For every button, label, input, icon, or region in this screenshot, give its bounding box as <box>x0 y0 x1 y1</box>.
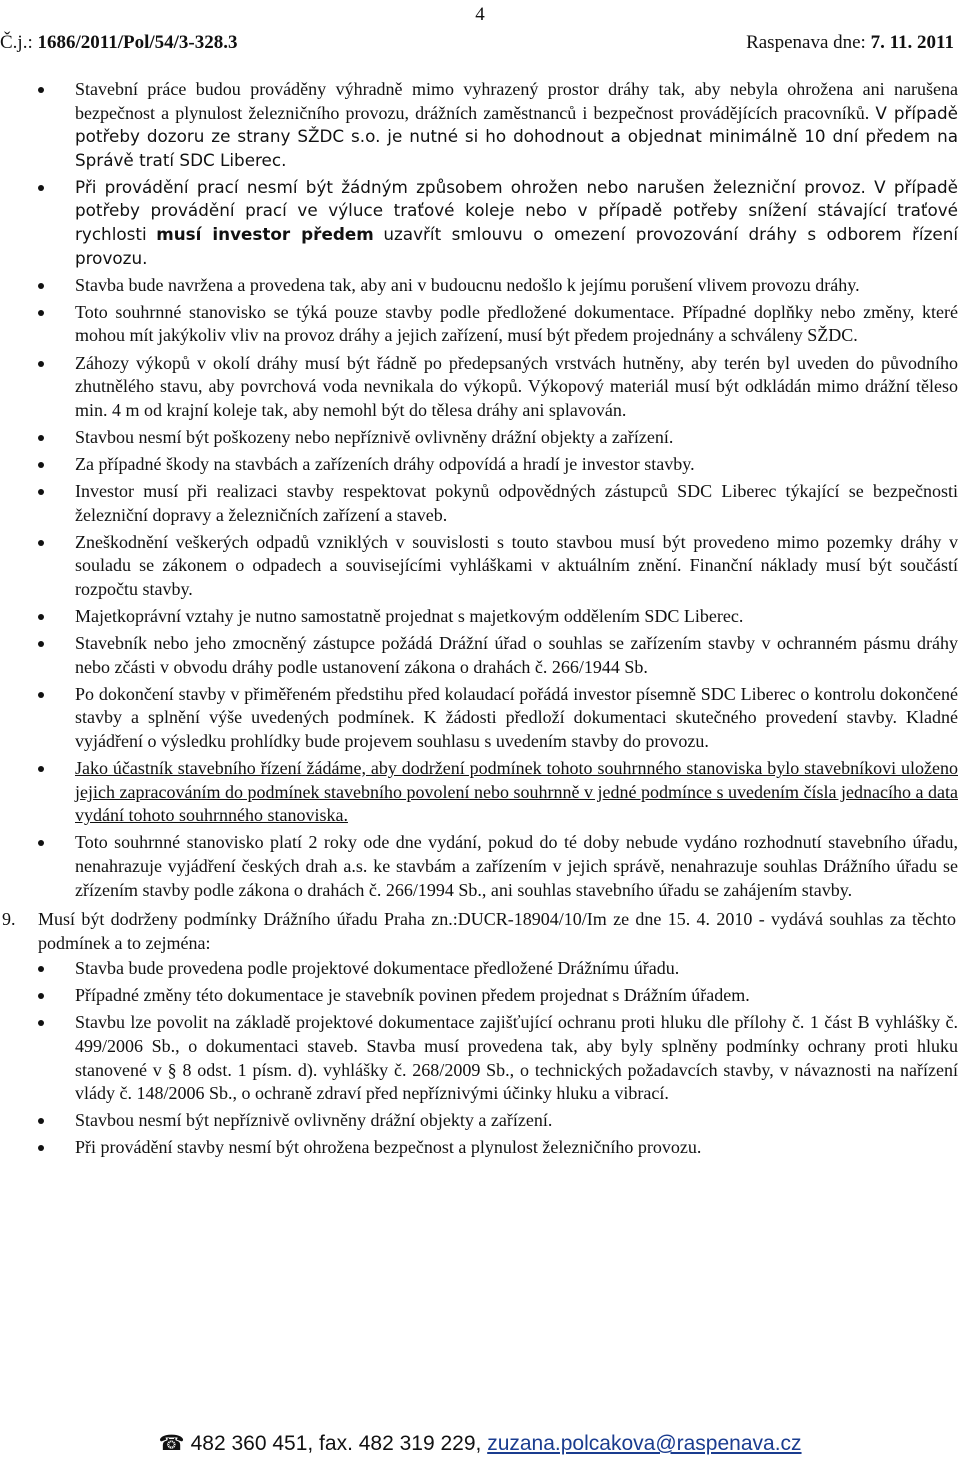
footer-contact <box>0 1430 960 1457</box>
list-item-text: Stavební práce budou prováděny výhradně mimo vyhrazený prostor dráhy tak, aby nebyla ohrožena ani narušena bezpečnost a plynulost železničního provozu, drážních zaměstnanců i bezpečnost provádějících pracovníků. <box>75 79 958 123</box>
list-item-text: V případě potřeby dozoru ze strany SŽDC s.o. je nutné si ho dohodnout a objednat minimálně 10 dní předem na Správě tratí SDC Liberec. <box>75 102 958 170</box>
section-number: 9. <box>2 909 16 930</box>
list-item-text: Za případné škody na stavbách a zařízeních dráhy odpovídá a hradí je investor stavby. <box>75 453 695 474</box>
list-item-text: Majetkoprávní vztahy je nutno samostatně projednat s majetkovým oddělením SDC Liberec. <box>75 605 744 626</box>
page-number: 4 <box>475 4 485 25</box>
list-item <box>0 605 960 629</box>
footer-phone-fax: 482 360 451, fax. 482 319 229, <box>190 1432 482 1455</box>
conditions-list <box>0 78 960 902</box>
section-9 <box>0 908 960 955</box>
list-item-text: Stavebník nebo jeho zmocněný zástupce požádá Drážní úřad o souhlas se zařízením stavby v ochranném pásmu dráhy nebo zčásti v obvodu dráhy podle ustanovení zákona o drahách č. 266/1944 Sb. <box>75 633 958 677</box>
list-item-text: Záhozy výkopů v okolí dráhy musí být řádně po předepsaných vrstvách hutněny, aby terén byl uveden do původního zhutnělého stavu, aby povrchová voda nevnikala do výkopů. Výkopový materiál musí být odkládán mimo drážní těleso min. 4 m od krajní koleje tak, aby nemohl být do tělesa dráhy ani splavován. <box>75 352 958 420</box>
list-item <box>0 1109 960 1133</box>
phone-icon: ☎ <box>158 1431 185 1455</box>
railway-office-conditions-list <box>0 957 960 1160</box>
list-item <box>0 274 960 298</box>
list-item <box>0 831 960 902</box>
list-item-text: uzavřít smlouvu o omezení provozování dráhy s odborem řízení provozu. <box>75 224 959 268</box>
list-item-text: Stavbou nesmí být nepříznivě ovlivněny drážní objekty a zařízení. <box>75 1110 553 1131</box>
list-item-text: Po dokončení stavby v přiměřeném předstihu před kolaudací pořádá investor písemně SDC Liberec o kontrolu dokončené stavby a splnění výše uvedených podmínek. K žádosti předloží dokumentaci skutečného provedení stavby. Kladné vyjádření o výsledku prohlídky bude projevem souhlasu s uvedením stavby do provozu. <box>75 683 958 751</box>
list-item-text: Stavba bude navržena a provedena tak, aby ani v budoucnu nedošlo k jejímu porušení vlivem provozu dráhy. <box>75 274 860 295</box>
list-item <box>0 1011 960 1105</box>
list-item-text: Toto souhrnné stanovisko se týká pouze stavby podle předložené dokumentace. Případné doplňky nebo změny, které mohou mít jakýkoliv vliv na provoz dráhy a jejich zařízení, musí být předem projednány a schváleny SŽDC. <box>75 301 958 346</box>
list-item <box>0 352 960 423</box>
list-item-emphasis: musí investor předem <box>156 224 374 245</box>
list-item <box>0 426 960 450</box>
list-item <box>0 984 960 1008</box>
list-item-text: Toto souhrnné stanovisko platí 2 roky ode dne vydání, pokud do té doby nebude vydáno rozhodnutí stavebního úřadu, nenahrazuje vyjádření českých drah a.s. ke stavbám a zařízením v jejich správě, nenahrazuje souhlas Drážního úřadu se zřízením stavby podle zákona o drahách č. 266/1994 Sb., ani souhlas stavebního úřadu se zahájením stavby. <box>75 832 958 900</box>
list-item-text: Při provádění stavby nesmí být ohrožena bezpečnost a plynulost železničního provozu. <box>75 1137 702 1158</box>
list-item-text: Při provádění prací nesmí být žádným způsobem ohrožen nebo narušen železniční provoz. V případě potřeby provádění prací ve výluce traťové koleje nebo v případě potřeby snížení stávající traťové rychlosti <box>75 176 958 245</box>
section-text: Musí být dodrženy podmínky Drážního úřadu Praha zn.:DUCR-18904/10/Im ze dne 15. 4. 2010 - vydává souhlas za těchto podmínek a to zejména: <box>38 909 956 953</box>
list-item <box>0 78 960 172</box>
footer-email-link[interactable]: zuzana.polcakova@raspenava.cz <box>487 1432 802 1455</box>
list-item <box>0 632 960 679</box>
list-item <box>0 531 960 602</box>
issue-date-label: Raspenava dne: <box>746 32 866 53</box>
list-item-text: Případné změny této dokumentace je stavebník povinen předem projednat s Drážním úřadem. <box>75 985 750 1006</box>
list-item <box>0 683 960 754</box>
list-item-text-underlined: Jako účastník stavebního řízení žádáme, aby dodržení podmínek tohoto souhrnného stanoviska bylo stavebníkovi uloženo jejich zapracováním do podmínek stavebního povolení nebo souhrnně v jedné podmínce s uvedením čísla jednacího a data vydání tohoto souhrnného stanoviska. <box>75 758 958 826</box>
reference-label: Č.j.: <box>0 32 33 53</box>
issue-date <box>746 32 954 54</box>
list-item-text: Stavbu lze povolit na základě projektové dokumentace zajišťující ochranu proti hluku dle přílohy č. 1 část B vyhlášky č. 499/2006 Sb., o dokumentaci staveb. Stavba musí provedena tak, aby byly splněny podmínky ochrany proti hluku stanovené v § 8 odst. 1 písm. d). vyhlášky č. 268/2009 Sb., o technických požadavcích stavby, v návaznosti na nařízení vlády č. 148/2006 Sb., o ochraně zdraví před nepříznivými účinky hluku a vibrací. <box>75 1012 958 1104</box>
document-body <box>0 78 960 1164</box>
list-item <box>0 301 960 348</box>
reference-number <box>0 32 238 54</box>
list-item-text: Stavba bude provedena podle projektové dokumentace předložené Drážnímu úřadu. <box>75 958 680 979</box>
list-item <box>0 480 960 527</box>
list-item <box>0 957 960 981</box>
list-item <box>0 176 960 270</box>
list-item-text: Investor musí při realizaci stavby respektovat pokynů odpovědných zástupců SDC Liberec týkající se bezpečnosti železniční dopravy a železničních zařízení a staveb. <box>75 481 958 525</box>
issue-date-value: 7. 11. 2011 <box>870 32 954 53</box>
list-item <box>0 757 960 828</box>
list-item-text: Stavbou nesmí být poškozeny nebo nepříznivě ovlivněny drážní objekty a zařízení. <box>75 426 674 447</box>
list-item <box>0 453 960 477</box>
reference-value: 1686/2011/Pol/54/3-328.3 <box>37 32 238 53</box>
list-item-text: Zneškodnění veškerých odpadů vzniklých v souvislosti s touto stavbou musí být provedeno mimo pozemky dráhy v souladu se zákonem o odpadech a souvisejícími vyhláškami v aktuálním znění. Finanční náklady musí být součástí rozpočtu stavby. <box>75 531 958 599</box>
list-item <box>0 1136 960 1160</box>
